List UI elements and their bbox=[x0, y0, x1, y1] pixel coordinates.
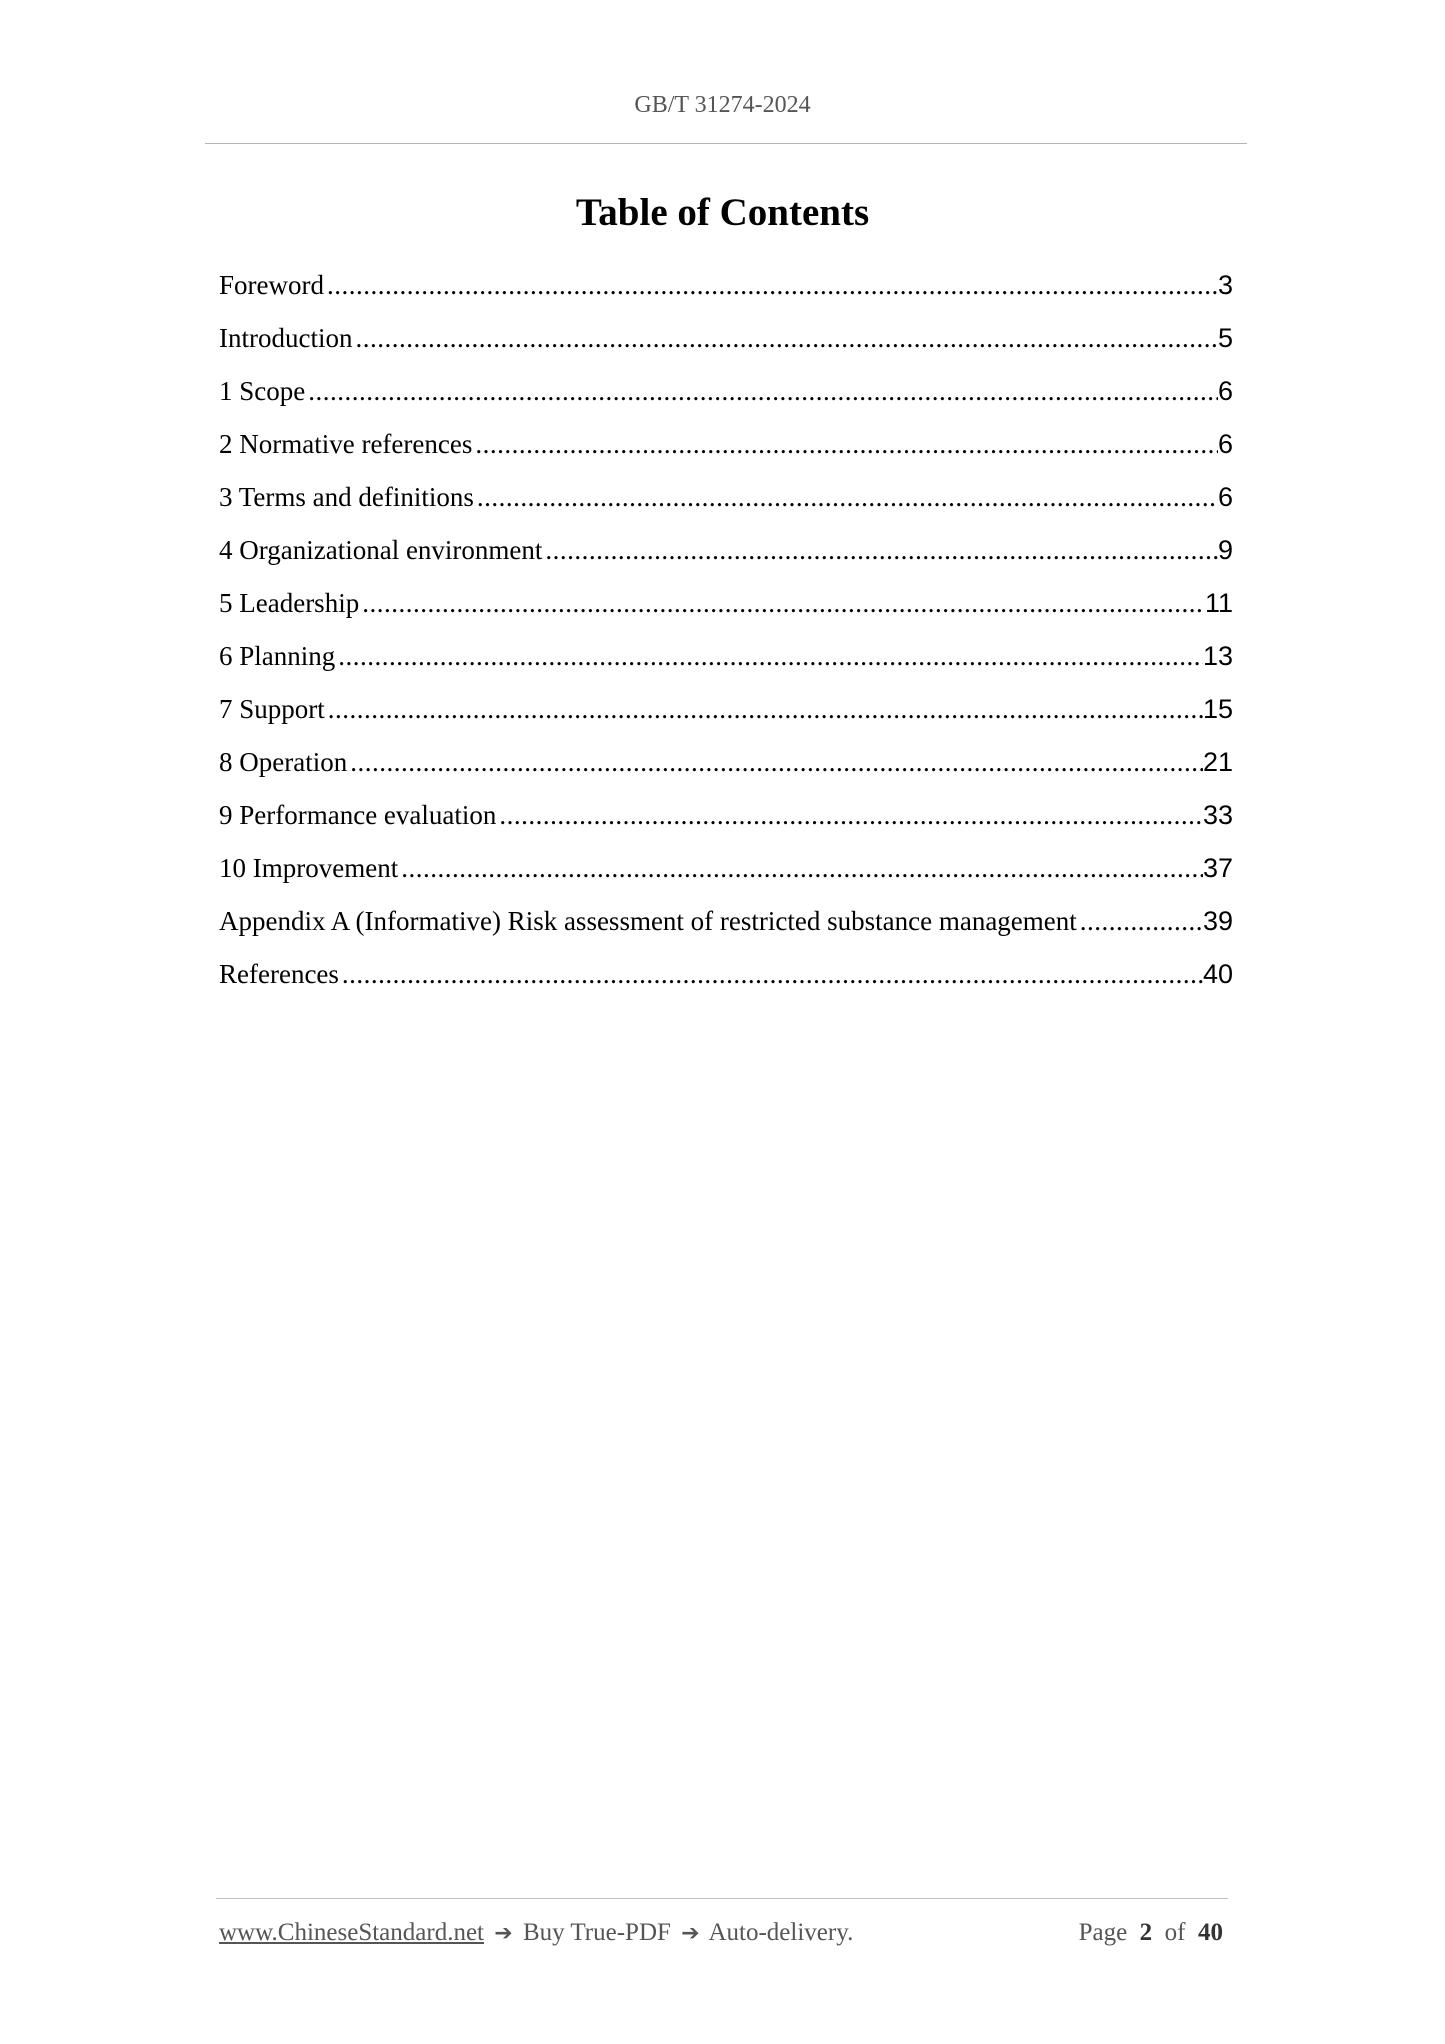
toc-entry-page: 6 bbox=[1217, 429, 1233, 459]
toc-dot-leader bbox=[335, 634, 1203, 678]
toc-entry-label: References bbox=[219, 959, 339, 989]
delivery-text: Auto-delivery. bbox=[708, 1919, 854, 1946]
toc-dot-leader bbox=[305, 369, 1218, 413]
header-standard-code: GB/T 31274-2024 bbox=[634, 92, 811, 118]
toc-entry-references[interactable] bbox=[219, 952, 1233, 1005]
toc-entry-page: 3 bbox=[1217, 270, 1233, 300]
toc-dot-leader bbox=[359, 581, 1205, 625]
toc-entry-page: 21 bbox=[1202, 747, 1233, 777]
buy-text: Buy True-PDF bbox=[522, 1919, 671, 1946]
page-current: 2 bbox=[1139, 1919, 1153, 1946]
toc-entry-page: 40 bbox=[1202, 959, 1233, 989]
toc-dot-leader bbox=[474, 475, 1218, 519]
footer-promo bbox=[219, 1919, 853, 1947]
toc-entry-label: Introduction bbox=[219, 323, 353, 353]
toc-entry-label: 1 Scope bbox=[219, 376, 306, 406]
toc-entry-label: 5 Leadership bbox=[219, 588, 360, 618]
right-arrow-icon: ➔ bbox=[681, 1921, 700, 1946]
toc-entry-appendix-a[interactable] bbox=[219, 899, 1233, 952]
toc-dot-leader bbox=[352, 316, 1217, 360]
toc-entry-leadership[interactable] bbox=[219, 581, 1233, 634]
toc-dot-leader bbox=[347, 740, 1203, 784]
toc-entry-page: 9 bbox=[1217, 535, 1233, 565]
toc-entry-page: 13 bbox=[1202, 641, 1233, 671]
toc-dot-leader bbox=[472, 422, 1218, 466]
toc-entry-page: 33 bbox=[1202, 800, 1233, 830]
page-footer bbox=[219, 1919, 1229, 1959]
right-arrow-icon: ➔ bbox=[494, 1921, 513, 1946]
toc-entry-label: Appendix A (Informative) Risk assessment of restricted substance management bbox=[219, 906, 1077, 936]
toc-entry-label: 2 Normative references bbox=[219, 429, 473, 459]
footer-divider bbox=[216, 1898, 1228, 1899]
toc-title: Table of Contents bbox=[575, 191, 870, 234]
toc-entry-label: 8 Operation bbox=[219, 747, 348, 777]
toc-entry-page: 39 bbox=[1202, 906, 1233, 936]
page-number bbox=[1079, 1919, 1223, 1947]
toc-entry-planning[interactable] bbox=[219, 634, 1233, 687]
toc-entry-label: 7 Support bbox=[219, 694, 325, 724]
toc-entry-page: 5 bbox=[1217, 323, 1233, 353]
toc-entry-introduction[interactable] bbox=[219, 316, 1233, 369]
site-link[interactable]: www.ChineseStandard.net bbox=[219, 1919, 484, 1946]
toc-entry-organizational-environment[interactable] bbox=[219, 528, 1233, 581]
toc-dot-leader bbox=[398, 846, 1203, 890]
toc-dot-leader bbox=[496, 793, 1203, 837]
toc-entry-label: 10 Improvement bbox=[219, 853, 399, 883]
toc-entry-page: 6 bbox=[1217, 376, 1233, 406]
toc-entry-improvement[interactable] bbox=[219, 846, 1233, 899]
toc-entry-terms-and-definitions[interactable] bbox=[219, 475, 1233, 528]
of-word: of bbox=[1164, 1919, 1186, 1946]
page-total: 40 bbox=[1198, 1919, 1223, 1946]
toc-dot-leader bbox=[542, 528, 1218, 572]
toc-entry-label: 9 Performance evaluation bbox=[219, 800, 497, 830]
toc-entry-support[interactable] bbox=[219, 687, 1233, 740]
toc-entry-operation[interactable] bbox=[219, 740, 1233, 793]
toc-entry-normative-references[interactable] bbox=[219, 422, 1233, 475]
toc-entry-label: 6 Planning bbox=[219, 641, 336, 671]
toc-dot-leader bbox=[339, 952, 1203, 996]
toc-dot-leader bbox=[325, 687, 1203, 731]
toc-dot-leader bbox=[324, 263, 1218, 307]
toc-entry-label: 4 Organizational environment bbox=[219, 535, 543, 565]
toc-entry-page: 6 bbox=[1217, 482, 1233, 512]
toc-entry-page: 15 bbox=[1202, 694, 1233, 724]
header-divider bbox=[205, 143, 1247, 144]
toc-entry-performance-evaluation[interactable] bbox=[219, 793, 1233, 846]
toc-entry-page: 11 bbox=[1204, 588, 1233, 618]
toc-entry-label: Foreword bbox=[219, 270, 324, 300]
page-word: Page bbox=[1078, 1919, 1128, 1946]
toc-dot-leader bbox=[1077, 899, 1203, 943]
table-of-contents bbox=[219, 263, 1233, 1005]
toc-entry-scope[interactable] bbox=[219, 369, 1233, 422]
toc-entry-foreword[interactable] bbox=[219, 263, 1233, 316]
toc-entry-label: 3 Terms and definitions bbox=[219, 482, 474, 512]
toc-entry-page: 37 bbox=[1202, 853, 1233, 883]
